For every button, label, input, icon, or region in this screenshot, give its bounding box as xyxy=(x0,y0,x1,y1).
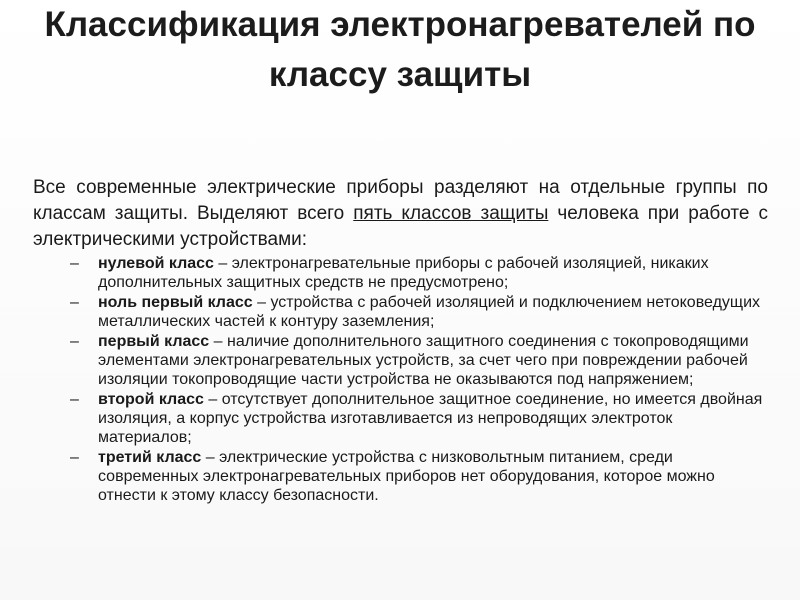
list-item-term: второй класс xyxy=(98,391,204,408)
slide-title: Классификация электронагревателей по классу защиты xyxy=(44,5,756,94)
dash-bullet-icon: – xyxy=(70,449,79,466)
dash-bullet-icon: – xyxy=(70,333,79,350)
list-item-text: – электронагревательные приборы с рабочей изоляцией, никаких дополнительных защитных средств не предусмотрено; xyxy=(98,255,709,291)
list-item-term: третий класс xyxy=(98,449,202,466)
list-item-class-1 xyxy=(70,332,770,389)
intro-underlined-text: пять классов защиты xyxy=(353,203,549,224)
dash-bullet-icon: – xyxy=(70,294,79,311)
list-item-term: нулевой класс xyxy=(98,255,214,272)
intro-paragraph xyxy=(33,175,768,253)
list-item-class-0 xyxy=(70,254,770,292)
list-item-class-2 xyxy=(70,390,770,447)
list-item-term: ноль первый класс xyxy=(98,294,253,311)
dash-bullet-icon: – xyxy=(70,255,79,272)
list-item-text: – отсутствует дополнительное защитное соединение, но имеется двойная изоляция, а корпус устройства изготавливается из непроводящих электроток материалов; xyxy=(98,391,763,446)
intro-text-before: Все современные электрические приборы разделяют на отдельные группы по классам защиты. Выделяют всего xyxy=(33,177,768,224)
list-item-term: первый класс xyxy=(98,333,210,350)
intro-text-after: человека при работе с электрическими устройствами: xyxy=(33,203,768,250)
list-item-class-01 xyxy=(70,293,770,331)
list-item-class-3 xyxy=(70,448,770,505)
protection-class-list xyxy=(70,254,770,506)
list-item-text: – наличие дополнительного защитного соединения с токопроводящими элементами электронагревательных устройств, за счет чего при повреждении рабочей изоляции токопроводящие части устройства не оказываются под напряжением; xyxy=(98,333,749,388)
dash-bullet-icon: – xyxy=(70,391,79,408)
list-item-text: – электрические устройства с низковольтным питанием, среди современных электронагревательных приборов нет оборудования, которое можно отнести к этому классу безопасности. xyxy=(98,449,715,504)
list-item-text: – устройства с рабочей изоляцией и подключением нетоковедущих металлических частей к контуру заземления; xyxy=(98,294,761,330)
